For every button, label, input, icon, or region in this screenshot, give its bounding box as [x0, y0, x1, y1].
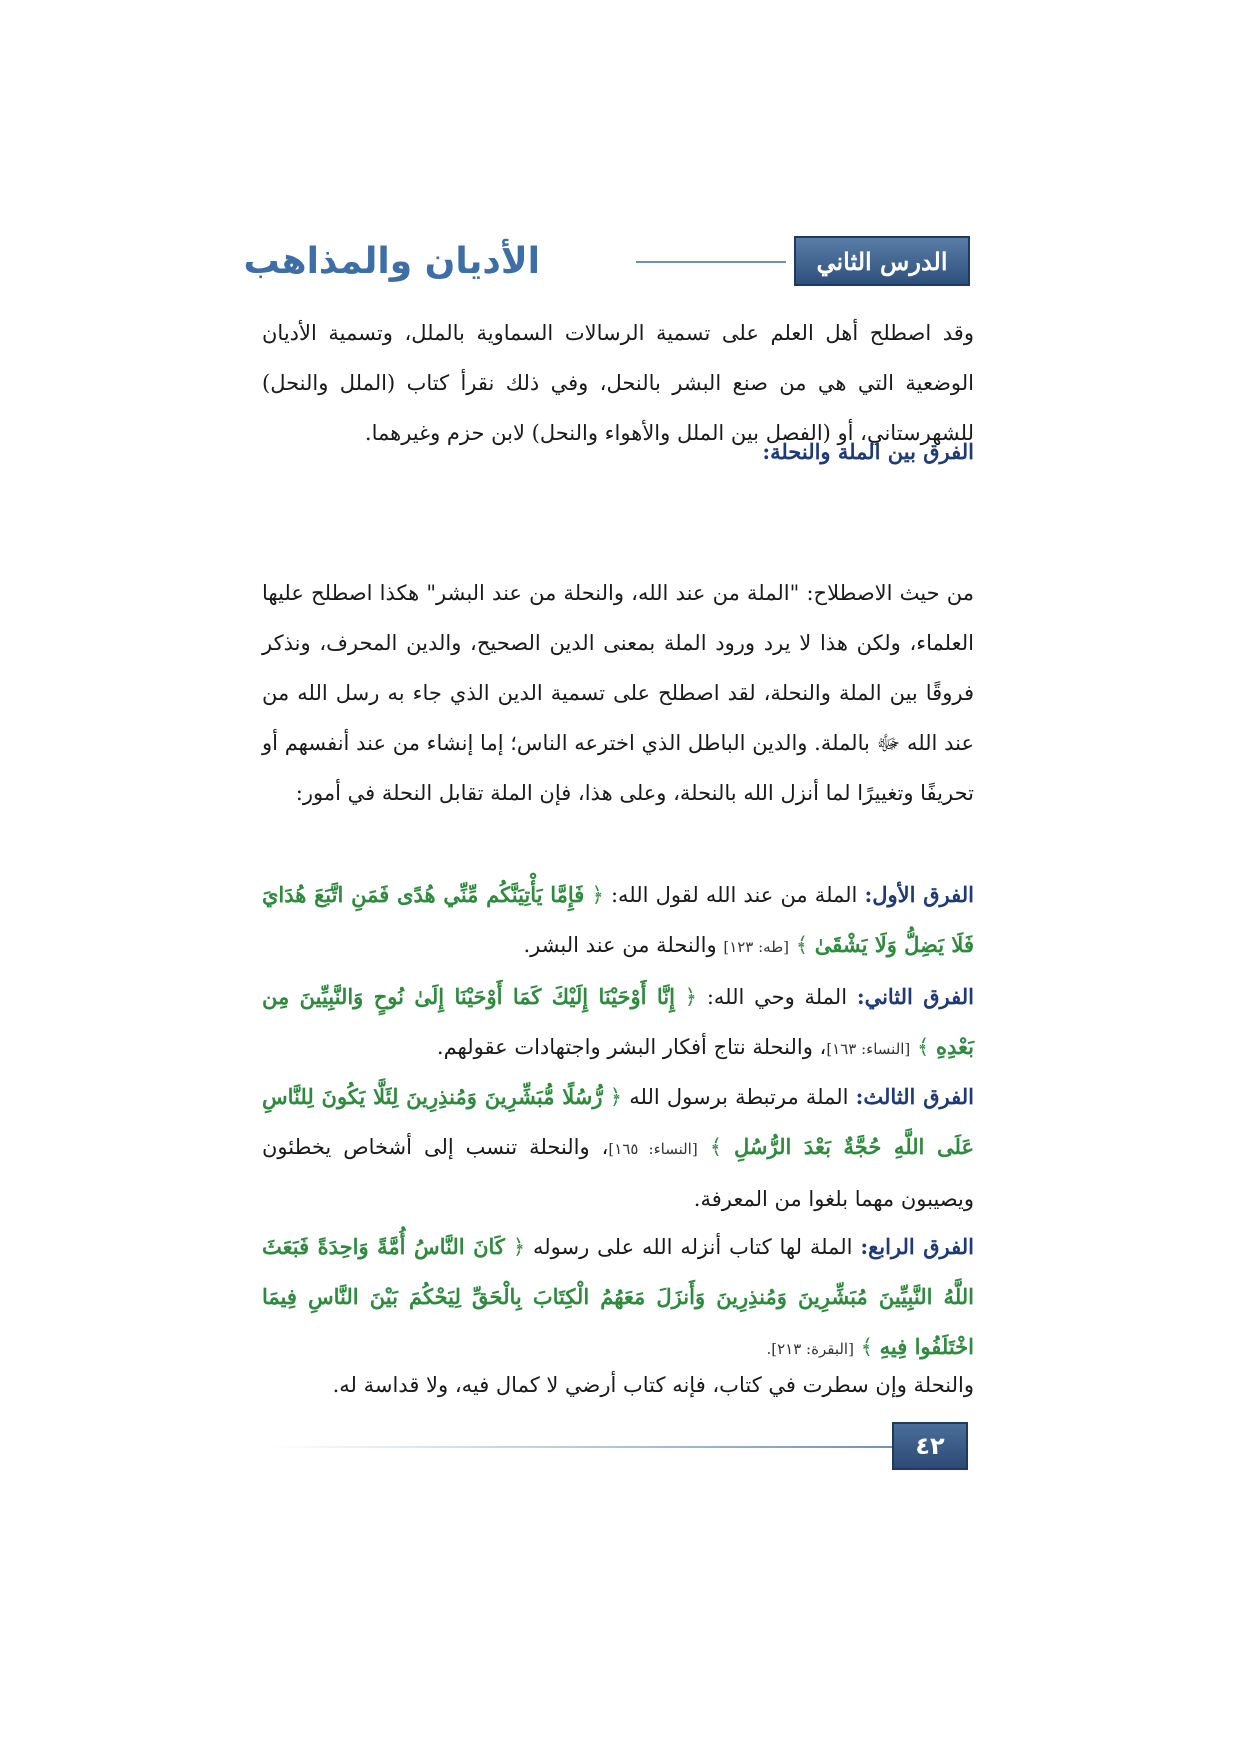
- ayah-open-bracket: ﴿: [512, 1235, 526, 1259]
- quran-verse: رُّسُلًا مُّبَشِّرِينَ وَمُنذِرِينَ لِئَلَّا يَكُونَ لِلنَّاسِ عَلَى اللَّهِ حُجَّةٌ بَعْدَ الرُّسُلِ: [262, 1084, 974, 1159]
- quran-verse: إِنَّا أَوْحَيْنَا إِلَيْكَ كَمَا أَوْحَيْنَا إِلَىٰ نُوحٍ وَالنَّبِيِّينَ مِن بَعْدِهِ: [262, 984, 974, 1059]
- header-rule: [636, 261, 786, 263]
- page-header: [243, 236, 970, 288]
- intro-paragraph: وقد اصطلح أهل العلم على تسمية الرسالات السماوية بالملل، وتسمية الأديان الوضعية التي هي من صنع البشر بالنحل، وفي ذلك نقرأ كتاب (الملل والنحل) للشهرستاني، أو (الفصل بين الملل والأهواء والنحل) لابن حزم وغيرهما.: [262, 321, 974, 445]
- book-title: الأديان والمذاهب: [243, 241, 540, 282]
- ayah-open-bracket: ﴿: [591, 883, 604, 907]
- closing-paragraph: والنحلة وإن سطرت في كتاب، فإنه كتاب أرضي لا كمال فيه، ولا قداسة له.: [332, 1373, 974, 1397]
- verse-reference: [النساء: ١٦٥]: [608, 1140, 698, 1158]
- page-footer: [268, 1422, 968, 1472]
- lesson-badge: الدرس الثاني: [794, 236, 970, 286]
- difference-paragraph-3: [262, 1072, 974, 1224]
- quran-verse: فَإِمَّا يَأْتِيَنَّكُم مِّنِّي هُدًى فَمَنِ اتَّبَعَ هُدَايَ فَلَا يَضِلُّ وَلَا يَشْقَىٰ: [262, 882, 974, 957]
- verse-reference: [البقرة: ٢١٣].: [766, 1340, 854, 1358]
- page-number: ٤٢: [892, 1422, 968, 1470]
- difference-text: الملة مرتبطة برسول الله: [629, 1085, 849, 1109]
- ayah-close-bracket: ﴾: [795, 933, 809, 957]
- ayah-open-bracket: ﴿: [684, 985, 698, 1009]
- definition-paragraph: من حيث الاصطلاح: "الملة من عند الله، والنحلة من عند البشر" هكذا اصطلح عليها العلماء، ولكن هذا لا يرد ورود الملة بمعنى الدين الصحيح، والدين المحرف، ونذكر فروقًا بين الملة والنحلة، لقد اصطلح على تسمية الدين الذي جاء به رسل الله من عند الله ﷻ بالملة. والدين الباطل الذي اخترعه الناس؛ إما إنشاء من عند أنفسهم أو تحريفًا وتغييرًا لما أنزل الله بالنحلة، وعلى هذا، فإن الملة تقابل النحلة في أمور:: [262, 581, 974, 805]
- verse-reference: [النساء: ١٦٣]: [826, 1040, 911, 1058]
- ayah-close-bracket: ﴾: [860, 1335, 873, 1359]
- verse-reference: [طه: ١٢٣]: [723, 938, 790, 956]
- difference-label: الفرق الرابع:: [860, 1234, 975, 1259]
- difference-label: الفرق الثالث:: [855, 1084, 974, 1109]
- difference-paragraph-4: [262, 1222, 974, 1374]
- difference-text: الملة لها كتاب أنزله الله على رسوله: [533, 1235, 853, 1259]
- ayah-close-bracket: ﴾: [709, 1135, 722, 1159]
- difference-paragraph-1: [262, 870, 974, 972]
- difference-text: الملة وحي الله:: [706, 985, 848, 1009]
- difference-text-after: ، والنحلة تنسب إلى أشخاص يخطئون ويصيبون مهما بلغوا من المعرفة.: [262, 1135, 974, 1211]
- difference-label: الفرق الثاني:: [856, 984, 975, 1009]
- footer-rule: [268, 1446, 904, 1448]
- difference-text-after: ، والنحلة نتاج أفكار البشر واجتهادات عقولهم.: [436, 1035, 827, 1059]
- section-heading: الفرق بين الملة والنحلة:: [762, 439, 974, 464]
- difference-paragraph-2: [262, 972, 974, 1074]
- quran-verse: كَانَ النَّاسُ أُمَّةً وَاحِدَةً فَبَعَثَ اللَّهُ النَّبِيِّينَ مُبَشِّرِينَ وَمُنذِرِينَ وَأَنزَلَ مَعَهُمُ الْكِتَابَ بِالْحَقِّ لِيَحْكُمَ بَيْنَ النَّاسِ فِيمَا اخْتَلَفُوا فِيهِ: [262, 1234, 974, 1359]
- difference-text: الملة من عند الله لقول الله:: [610, 883, 858, 907]
- ayah-close-bracket: ﴾: [916, 1035, 930, 1059]
- ayah-open-bracket: ﴿: [609, 1085, 623, 1109]
- difference-label: الفرق الأول:: [864, 882, 974, 907]
- difference-text-after: والنحلة من عند البشر.: [523, 933, 717, 957]
